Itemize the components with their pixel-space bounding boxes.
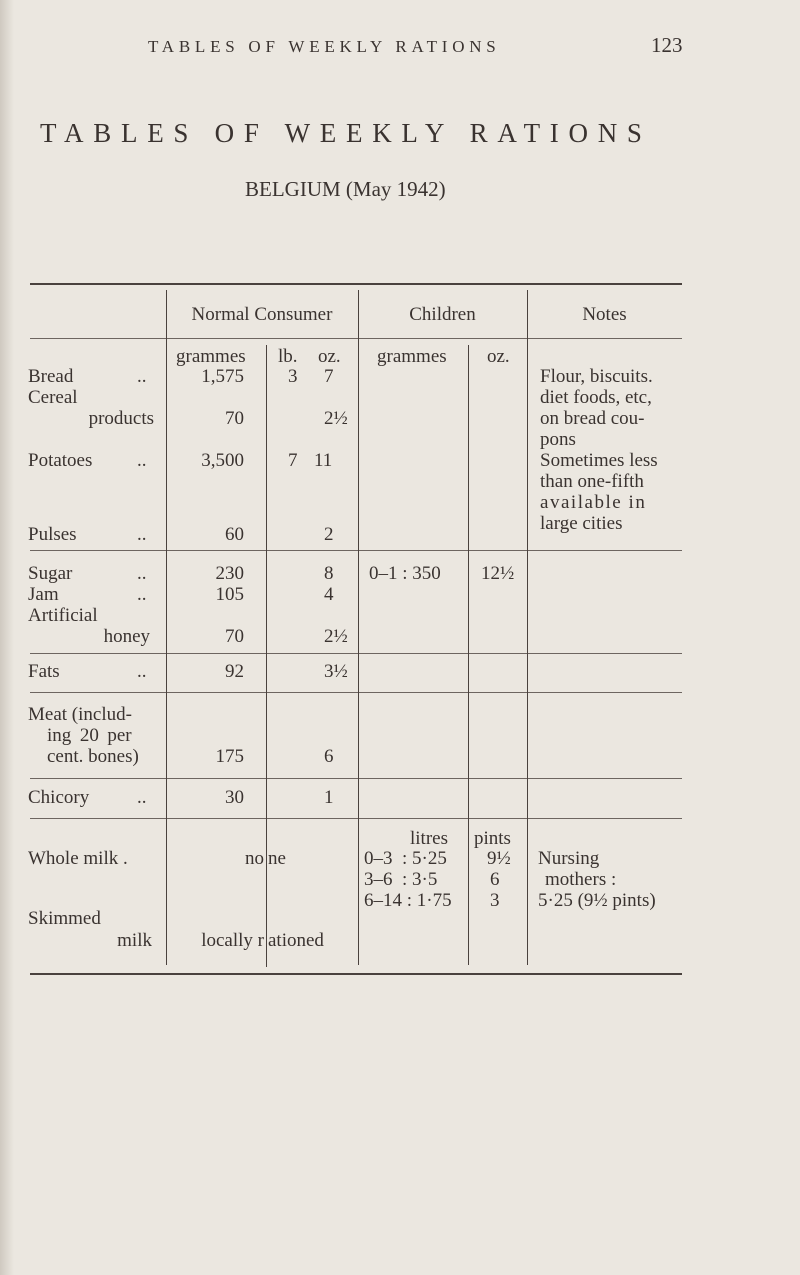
row-label: Jam	[28, 584, 59, 605]
note-line: diet foods, etc,	[540, 387, 652, 408]
unit-oz: oz.	[318, 346, 341, 367]
child-pints-value: 9½	[487, 848, 511, 869]
top-rule	[30, 283, 682, 285]
note-line: mothers :	[545, 869, 617, 890]
row-rule	[30, 778, 682, 779]
header-rule	[30, 338, 682, 339]
leader-dots: ..	[137, 450, 147, 471]
oz-value: 7	[324, 366, 334, 387]
row-rule	[30, 818, 682, 819]
unit-child-oz: oz.	[487, 346, 510, 367]
row-rule	[30, 653, 682, 654]
leader-dots: ..	[137, 584, 147, 605]
grammes-value: 1,575	[201, 366, 244, 387]
row-label: Skimmed	[28, 908, 101, 929]
unit-child-grammes: grammes	[377, 346, 447, 367]
header-normal-consumer: Normal Consumer	[191, 304, 333, 325]
leader-dots: ..	[137, 661, 147, 682]
oz-value: 8	[324, 563, 334, 584]
child-litres-value: 6–14 : 1·75	[364, 890, 452, 911]
header-notes: Notes	[582, 304, 627, 325]
column-divider	[527, 290, 528, 965]
row-rule	[30, 692, 682, 693]
note-line: available in	[540, 492, 647, 513]
note-line: Nursing	[538, 848, 600, 869]
child-pints-value: 3	[490, 890, 500, 911]
lb-value: 7	[288, 450, 298, 471]
oz-value: 2½	[324, 626, 348, 647]
note-line: than one-fifth	[540, 471, 644, 492]
child-oz-value: 12½	[481, 563, 515, 584]
normal-value: ationed	[268, 930, 324, 951]
oz-value: 11	[314, 450, 333, 471]
unit-litres: litres	[410, 828, 448, 849]
row-rule	[30, 550, 682, 551]
oz-value: 4	[324, 584, 334, 605]
child-pints-value: 6	[490, 869, 500, 890]
grammes-value: 105	[215, 584, 244, 605]
row-label: Meat (includ-	[28, 704, 132, 725]
child-grammes-value: 0–1 : 350	[369, 563, 441, 584]
unit-grammes: grammes	[176, 346, 246, 367]
note-line: pons	[540, 429, 576, 450]
unit-pints: pints	[474, 828, 511, 849]
row-label: Pulses	[28, 524, 77, 545]
note-line: 5·25 (9½ pints)	[538, 890, 656, 911]
grammes-value: 30	[225, 787, 244, 808]
normal-value: locally r	[201, 930, 264, 951]
oz-value: 1	[324, 787, 334, 808]
column-divider	[266, 345, 267, 967]
child-litres-value: 3–6 : 3·5	[364, 869, 438, 890]
grammes-value: 70	[225, 626, 244, 647]
row-label: Bread	[28, 366, 74, 387]
child-litres-value: 0–3 : 5·25	[364, 848, 447, 869]
normal-value: no	[245, 848, 264, 869]
note-line: on bread cou-	[540, 408, 645, 429]
leader-dots: ..	[137, 366, 147, 387]
row-label: Potatoes	[28, 450, 93, 471]
book-spine-shadow	[0, 0, 14, 1275]
page-title: TABLES OF WEEKLY RATIONS	[40, 118, 652, 148]
oz-value: 2½	[324, 408, 348, 429]
header-children: Children	[409, 304, 476, 325]
oz-value: 3½	[324, 661, 348, 682]
oz-value: 2	[324, 524, 334, 545]
column-divider	[358, 290, 359, 965]
grammes-value: 3,500	[201, 450, 244, 471]
row-label: cent. bones)	[47, 746, 139, 767]
column-divider	[468, 345, 469, 965]
grammes-value: 175	[215, 746, 244, 767]
note-line: Sometimes less	[540, 450, 658, 471]
note-line: large cities	[540, 513, 623, 534]
row-label: milk	[117, 930, 152, 951]
grammes-value: 60	[225, 524, 244, 545]
leader-dots: ..	[137, 563, 147, 584]
leader-dots: ..	[137, 787, 147, 808]
lb-value: 3	[288, 366, 298, 387]
bottom-rule	[30, 973, 682, 975]
grammes-value: 70	[225, 408, 244, 429]
note-line: Flour, biscuits.	[540, 366, 653, 387]
row-label: honey	[103, 626, 150, 647]
row-label: Chicory	[28, 787, 90, 808]
leader-dots: ..	[137, 524, 147, 545]
table-subtitle: BELGIUM (May 1942)	[245, 177, 446, 201]
page-number: 123	[651, 33, 683, 57]
row-label: Whole milk .	[28, 848, 128, 869]
row-label: Fats	[28, 661, 60, 682]
row-label: Artificial	[28, 605, 98, 626]
grammes-value: 92	[225, 661, 244, 682]
running-head: TABLES OF WEEKLY RATIONS	[148, 37, 501, 56]
grammes-value: 230	[215, 563, 244, 584]
row-label: products	[88, 408, 154, 429]
oz-value: 6	[324, 746, 334, 767]
normal-value: ne	[268, 848, 286, 869]
row-label: Cereal	[28, 387, 78, 408]
unit-lb: lb.	[278, 346, 298, 367]
row-label: Sugar	[28, 563, 73, 584]
row-label: ing 20 per	[47, 725, 132, 746]
